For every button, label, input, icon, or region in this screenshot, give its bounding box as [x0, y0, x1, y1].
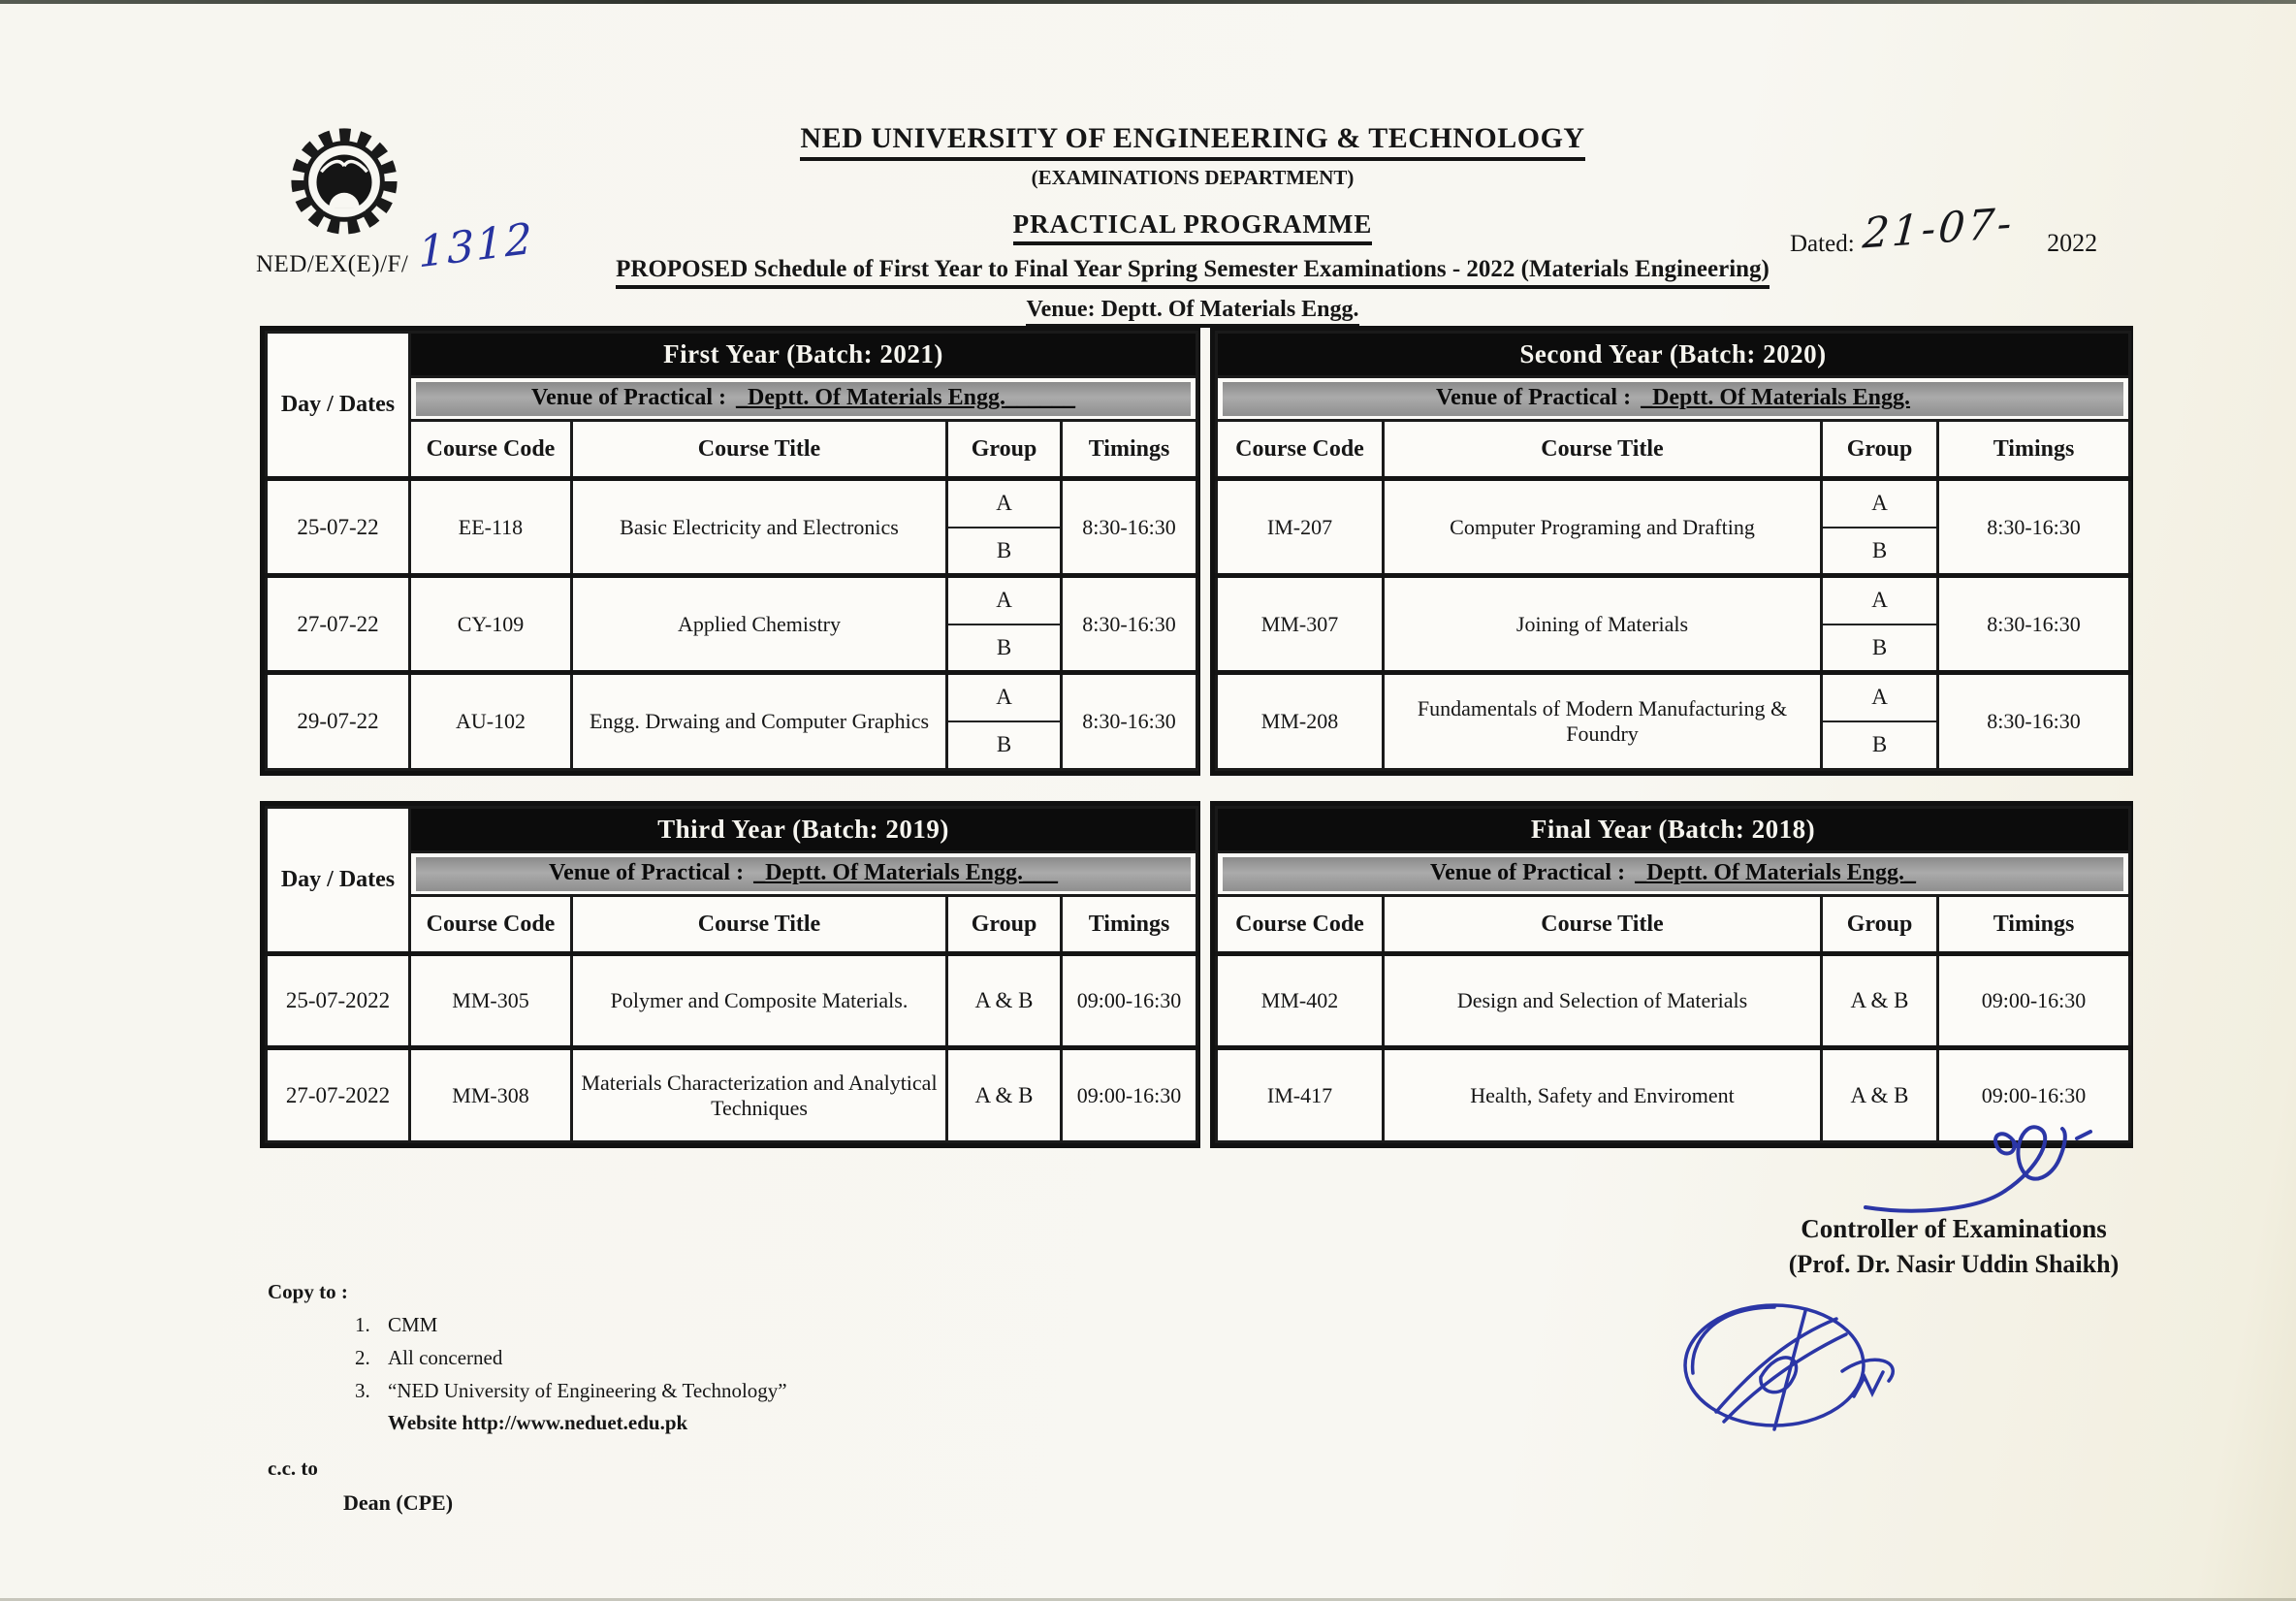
timing-cell: 8:30-16:30 [1062, 576, 1197, 673]
timing-cell: 09:00-16:30 [1938, 954, 2130, 1048]
venue-bar [410, 852, 1197, 896]
signatory-block [1736, 1214, 2172, 1279]
cc-label: c.c. to [268, 1457, 318, 1480]
col-group: Group [1822, 421, 1938, 479]
col-group: Group [947, 896, 1062, 954]
list-item [355, 1379, 787, 1403]
course-code-cell: IM-207 [1217, 479, 1384, 576]
signatory-designation: Controller of Examinations [1801, 1214, 2107, 1243]
course-code-cell: MM-208 [1217, 673, 1384, 770]
first-year-table [260, 326, 1200, 776]
dated-label: Dated: [1790, 231, 1855, 257]
department-subtitle: (EXAMINATIONS DEPARTMENT) [1031, 166, 1355, 189]
signatory-name: (Prof. Dr. Nasir Uddin Shaikh) [1788, 1250, 2120, 1278]
table-row [1217, 673, 2130, 721]
col-course-title: Course Title [572, 896, 947, 954]
university-title: NED UNIVERSITY OF ENGINEERING & TECHNOLOGY [800, 122, 1584, 161]
col-course-title: Course Title [1384, 421, 1822, 479]
dated-line [1790, 199, 2098, 262]
col-course-code: Course Code [1217, 421, 1384, 479]
venue-value: _Deptt. Of Materials Engg. [1641, 385, 1911, 410]
group-a-cell: A [947, 479, 1062, 528]
col-group: Group [1822, 896, 1938, 954]
group-cell: A & B [1822, 1048, 1938, 1142]
course-code-cell: EE-118 [410, 479, 572, 576]
item-text: “NED University of Engineering & Technology” [388, 1379, 787, 1402]
course-title-cell: Materials Characterization and Analytical Techniques [572, 1048, 947, 1142]
table-row [267, 954, 1197, 1048]
course-code-cell: CY-109 [410, 576, 572, 673]
group-b-cell: B [947, 528, 1062, 576]
item-number: 1. [355, 1313, 370, 1336]
list-item [355, 1346, 787, 1370]
website-line: Website http://www.neduet.edu.pk [388, 1411, 688, 1434]
reference-number-handwritten: 1312 [418, 213, 535, 278]
stamp-signature-scribble-icon [1660, 1276, 1941, 1451]
venue-value: _Deptt. Of Materials Engg.___ [753, 860, 1059, 885]
timing-cell: 8:30-16:30 [1062, 479, 1197, 576]
col-timings: Timings [1062, 896, 1197, 954]
table-title: Third Year (Batch: 2019) [410, 808, 1197, 852]
schedule-title-line [262, 256, 2123, 289]
group-b-cell: B [1822, 721, 1938, 770]
dated-handwritten: 21-07- [1861, 199, 2016, 259]
col-timings: Timings [1938, 896, 2130, 954]
course-title-cell: Engg. Drwaing and Computer Graphics [572, 673, 947, 770]
reference-label: NED/EX(E)/F/ [256, 251, 409, 277]
group-cell: A & B [947, 1048, 1062, 1142]
venue-bar [1217, 852, 2130, 896]
course-code-cell: IM-417 [1217, 1048, 1384, 1142]
venue-label: Venue of Practical : [1430, 860, 1626, 885]
group-cell: A & B [1822, 954, 1938, 1048]
date-cell: 27-07-2022 [267, 1048, 410, 1142]
table-title: Second Year (Batch: 2020) [1217, 333, 2130, 377]
dated-year: 2022 [2047, 229, 2098, 257]
list-item [355, 1313, 787, 1337]
venue-value: _Deptt. Of Materials Engg._ [1635, 860, 1917, 885]
venue-label: Venue of Practical : [549, 860, 745, 885]
course-code-cell: MM-305 [410, 954, 572, 1048]
course-code-cell: MM-308 [410, 1048, 572, 1142]
group-b-cell: B [1822, 528, 1938, 576]
programme-heading: PRACTICAL PROGRAMME [1013, 209, 1373, 245]
course-title-cell: Basic Electricity and Electronics [572, 479, 947, 576]
copy-to-label: Copy to : [268, 1280, 348, 1303]
timing-cell: 09:00-16:30 [1062, 1048, 1197, 1142]
venue-label: Venue of Practical : [1436, 385, 1632, 410]
date-cell: 29-07-22 [267, 673, 410, 770]
venue-bar [410, 377, 1197, 421]
course-title-cell: Polymer and Composite Materials. [572, 954, 947, 1048]
table-row [1217, 479, 2130, 528]
date-cell: 25-07-2022 [267, 954, 410, 1048]
timing-cell: 09:00-16:30 [1938, 1048, 2130, 1142]
venue-label: Venue of Practical : [530, 385, 727, 410]
day-dates-header: Day / Dates [267, 808, 410, 954]
group-b-cell: B [947, 721, 1062, 770]
group-a-cell: A [1822, 576, 1938, 624]
course-title-cell: Computer Programing and Drafting [1384, 479, 1822, 576]
course-title-cell: Fundamentals of Modern Manufacturing & Foundry [1384, 673, 1822, 770]
item-number: 2. [355, 1346, 370, 1369]
timing-cell: 09:00-16:30 [1062, 954, 1197, 1048]
col-course-code: Course Code [1217, 896, 1384, 954]
scan-edge-line [0, 0, 2296, 4]
table-row [1217, 954, 2130, 1048]
date-cell: 27-07-22 [267, 576, 410, 673]
table-row [267, 576, 1197, 624]
item-number: 3. [355, 1379, 370, 1402]
col-group: Group [947, 421, 1062, 479]
timing-cell: 8:30-16:30 [1938, 479, 2130, 576]
group-a-cell: A [1822, 673, 1938, 721]
table-row [267, 673, 1197, 721]
second-year-table [1210, 326, 2133, 776]
distribution-list [268, 1280, 787, 1516]
item-text: All concerned [388, 1346, 503, 1369]
timing-cell: 8:30-16:30 [1062, 673, 1197, 770]
item-text: CMM [388, 1313, 438, 1336]
schedule-title: PROPOSED Schedule of First Year to Final Year Spring Semester Examinations - 2022 (Materials Engineering) [616, 256, 1770, 289]
table-row [1217, 576, 2130, 624]
group-a-cell: A [947, 673, 1062, 721]
course-title-cell: Applied Chemistry [572, 576, 947, 673]
course-code-cell: MM-307 [1217, 576, 1384, 673]
col-course-title: Course Title [572, 421, 947, 479]
table-row [267, 1048, 1197, 1142]
col-timings: Timings [1938, 421, 2130, 479]
timing-cell: 8:30-16:30 [1938, 673, 2130, 770]
venue-bar [1217, 377, 2130, 421]
third-year-table [260, 801, 1200, 1148]
group-a-cell: A [1822, 479, 1938, 528]
col-course-code: Course Code [410, 421, 572, 479]
course-code-cell: MM-402 [1217, 954, 1384, 1048]
cc-recipient: Dean (CPE) [343, 1490, 454, 1515]
table-title: First Year (Batch: 2021) [410, 333, 1197, 377]
schedule-tables [260, 326, 2133, 1148]
timing-cell: 8:30-16:30 [1938, 576, 2130, 673]
group-b-cell: B [1822, 624, 1938, 673]
col-course-title: Course Title [1384, 896, 1822, 954]
course-code-cell: AU-102 [410, 673, 572, 770]
day-dates-header: Day / Dates [267, 333, 410, 479]
date-cell: 25-07-22 [267, 479, 410, 576]
group-b-cell: B [947, 624, 1062, 673]
course-title-cell: Design and Selection of Materials [1384, 954, 1822, 1048]
table-title: Final Year (Batch: 2018) [1217, 808, 2130, 852]
venue-title: Venue: Deptt. Of Materials Engg. [1026, 297, 1358, 328]
course-title-cell: Joining of Materials [1384, 576, 1822, 673]
col-timings: Timings [1062, 421, 1197, 479]
table-row [267, 479, 1197, 528]
group-a-cell: A [947, 576, 1062, 624]
course-title-cell: Health, Safety and Enviroment [1384, 1048, 1822, 1142]
venue-title-line [262, 297, 2123, 328]
final-year-table [1210, 801, 2133, 1148]
venue-value: _Deptt. Of Materials Engg.______ [736, 385, 1076, 410]
group-cell: A & B [947, 954, 1062, 1048]
col-course-code: Course Code [410, 896, 572, 954]
